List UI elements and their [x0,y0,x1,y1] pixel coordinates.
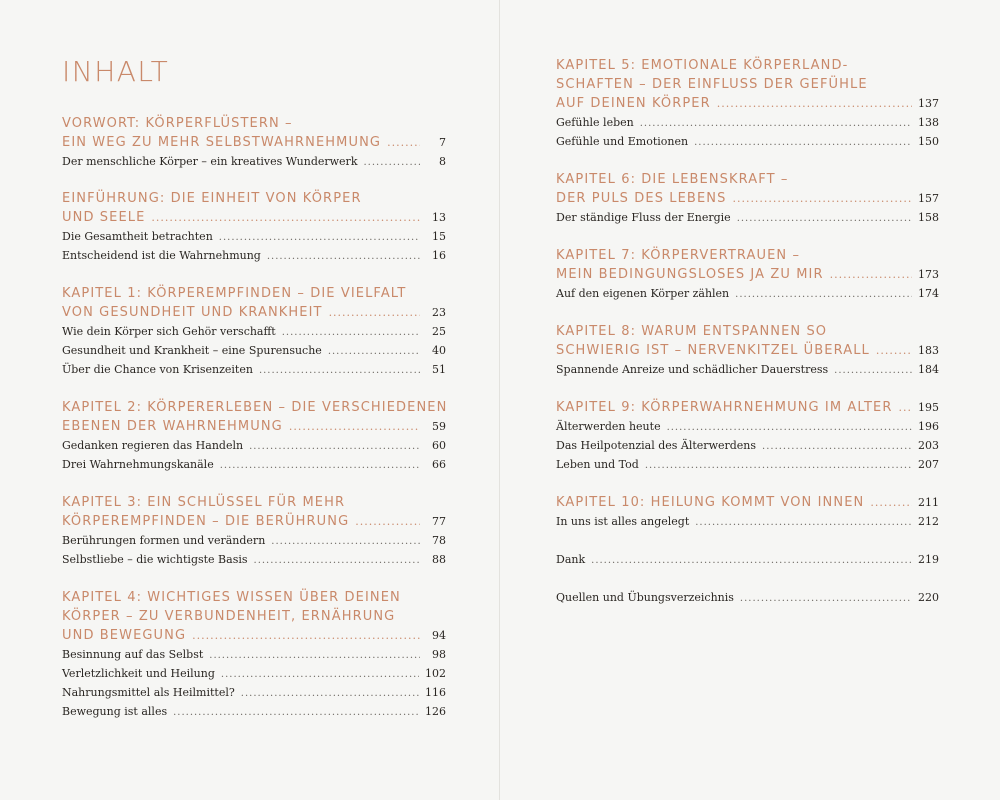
entry-page: 196 [918,420,939,433]
leader-dots [830,265,912,284]
leader-dots [220,456,420,475]
chapter-page: 195 [918,401,939,414]
toc-chapter-1[interactable] [62,284,446,379]
chapter-page: 211 [918,496,939,509]
toc-chapter-8[interactable] [556,322,939,379]
leader-dots [173,703,419,722]
entry-page: 138 [918,116,939,129]
toc-entry[interactable] [556,113,939,132]
chapter-title-line: KÖRPER – ZU VERBUNDENHEIT, ERNÄHRUNG [62,609,396,624]
leader-dots [640,114,912,133]
chapter-title-text: EIN WEG ZU MEHR SELBSTWAHRNEHMUNG [62,135,382,150]
chapter-title-text: DER PULS DES LEBENS [556,191,727,206]
leader-dots [249,437,420,456]
toc-entry[interactable] [556,588,939,607]
entry-page: 219 [918,553,939,566]
leader-dots [695,513,912,532]
leader-dots [192,626,420,645]
chapter-title-line: KAPITEL 7: KÖRPERVERTRAUEN – [556,248,801,263]
chapter-title-text: KAPITEL 9: KÖRPERWAHRNEHMUNG IM ALTER [556,400,893,415]
chapter-title-line: KAPITEL 5: EMOTIONALE KÖRPERLAND- [556,58,849,73]
chapter-title-line [62,512,446,531]
leader-dots [355,512,420,531]
toc-entry[interactable] [556,284,939,303]
entry-title: Berührungen formen und verändern [62,534,266,547]
leader-dots [732,189,912,208]
toc-entry[interactable] [556,417,939,436]
chapter-page: 173 [918,268,939,281]
toc-entry-quellen[interactable] [556,588,939,607]
chapter-title-line: EINFÜHRUNG: DIE EINHEIT VON KÖRPER [62,191,362,206]
entry-title: Gefühle leben [556,116,634,129]
entry-title: Gedanken regieren das Handeln [62,439,244,452]
chapter-page: 183 [918,344,939,357]
entry-title: Das Heilpotenzial des Älterwerdens [556,439,757,452]
leader-dots [254,551,420,570]
chapter-page: 23 [432,306,446,319]
entry-title: Gesundheit und Krankheit – eine Spurensuche [62,344,322,357]
chapter-title-line [62,626,446,645]
chapter-title-text: SCHWIERIG IST – NERVENKITZEL ÜBERALL [556,343,870,358]
entry-title: Wie dein Körper sich Gehör verschafft [62,325,276,338]
entry-page: 174 [918,287,939,300]
toc-entry[interactable] [62,455,446,474]
entry-title: Spannende Anreize und schädlicher Dauerstress [556,363,829,376]
entry-title: Selbstliebe – die wichtigste Basis [62,553,248,566]
chapter-title-line: KAPITEL 4: WICHTIGES WISSEN ÜBER DEINEN [62,590,401,605]
entry-page: 78 [432,534,446,547]
entry-page: 40 [432,344,446,357]
entry-title: Der ständige Fluss der Energie [556,211,731,224]
toc-chapter-9[interactable] [556,398,939,474]
toc-title: INHALT [62,55,170,88]
toc-entry[interactable] [556,208,939,227]
toc-entry[interactable] [62,246,446,265]
toc-entry[interactable] [62,322,446,341]
entry-title: Dank [556,553,586,566]
entry-title: Nahrungsmittel als Heilmittel? [62,686,235,699]
toc-chapter-2[interactable] [62,398,446,474]
toc-chapter-3[interactable] [62,493,446,569]
entry-title: Älterwerden heute [556,420,661,433]
chapter-title-line: SCHAFTEN – DER EINFLUSS DER GEFÜHLE [556,77,868,92]
chapter-title-line: KAPITEL 8: WARUM ENTSPANNEN SO [556,324,828,339]
toc-entry[interactable] [556,550,939,569]
toc-chapter-5[interactable] [556,56,939,151]
chapter-title-text: VON GESUNDHEIT UND KRANKHEIT [62,305,323,320]
leader-dots [735,285,912,304]
entry-title: Quellen und Übungsverzeichnis [556,591,734,604]
toc-entry[interactable] [556,436,939,455]
entry-title: Drei Wahrnehmungskanäle [62,458,214,471]
entry-page: 220 [918,591,939,604]
toc-entry[interactable] [62,436,446,455]
chapter-title-line [556,398,939,417]
chapter-title-line [62,133,446,152]
chapter-page: 94 [432,629,446,642]
entry-title: Leben und Tod [556,458,639,471]
chapter-title-line [556,265,939,284]
leader-dots [737,209,912,228]
leader-dots [870,493,912,512]
chapter-page: 77 [432,515,446,528]
toc-chapter-vorwort[interactable] [62,114,446,171]
toc-entry[interactable] [62,702,446,721]
chapter-title-text: MEIN BEDINGUNGSLOSES JA ZU MIR [556,267,824,282]
toc-entry[interactable] [62,645,446,664]
chapter-title-line [556,94,939,113]
entry-page: 60 [432,439,446,452]
chapter-title-text: AUF DEINEN KÖRPER [556,96,711,111]
chapter-title-line [62,303,446,322]
entry-page: 51 [432,363,446,376]
entry-page: 98 [432,648,446,661]
chapter-page: 157 [918,192,939,205]
chapter-title-line: VORWORT: KÖRPERFLÜSTERN – [62,116,293,131]
leader-dots [740,589,912,608]
leader-dots [834,361,912,380]
toc-entry[interactable] [556,455,939,474]
leader-dots [645,456,912,475]
toc-entry[interactable] [556,360,939,379]
leader-dots [271,532,420,551]
chapter-title-line [556,341,939,360]
leader-dots [898,398,912,417]
chapter-page: 59 [432,420,446,433]
entry-page: 212 [918,515,939,528]
entry-page: 184 [918,363,939,376]
toc-entry[interactable] [556,512,939,531]
entry-page: 66 [432,458,446,471]
chapter-title-text: KAPITEL 10: HEILUNG KOMMT VON INNEN [556,495,865,510]
chapter-title-line [62,417,446,436]
entry-page: 158 [918,211,939,224]
chapter-title-text: UND BEWEGUNG [62,628,187,643]
toc-chapter-6[interactable] [556,170,939,227]
toc-chapter-7[interactable] [556,246,939,303]
toc-entry[interactable] [62,152,446,171]
page-gutter [499,0,500,800]
entry-title: Die Gesamtheit betrachten [62,230,213,243]
toc-entry[interactable] [62,360,446,379]
entry-title: In uns ist alles angelegt [556,515,690,528]
entry-title: Der menschliche Körper – ein kreatives Wunderwerk [62,155,358,168]
toc-entry[interactable] [62,664,446,683]
toc-entry[interactable] [62,550,446,569]
leader-dots [667,418,912,437]
entry-page: 126 [425,705,446,718]
leader-dots [241,684,419,703]
entry-title: Entscheidend ist die Wahrnehmung [62,249,261,262]
entry-title: Verletzlichkeit und Heilung [62,667,215,680]
leader-dots [328,342,420,361]
leader-dots [717,94,912,113]
toc-chapter-4[interactable] [62,588,446,721]
entry-page: 116 [425,686,446,699]
chapter-title-line [556,493,939,512]
chapter-page: 137 [918,97,939,110]
chapter-title-line [62,208,446,227]
leader-dots [876,341,912,360]
entry-page: 15 [432,230,446,243]
leader-dots [329,303,420,322]
chapter-title-line: KAPITEL 2: KÖRPERERLEBEN – DIE VERSCHIEDENEN [62,400,448,415]
chapter-title-line: KAPITEL 3: EIN SCHLÜSSEL FÜR MEHR [62,495,346,510]
entry-page: 8 [439,155,446,168]
chapter-title-text: UND SEELE [62,210,146,225]
leader-dots [219,228,420,247]
entry-page: 25 [432,325,446,338]
leader-dots [267,247,420,266]
leader-dots [151,208,420,227]
chapter-title-line [556,189,939,208]
leader-dots [221,665,419,684]
chapter-title-text: KÖRPEREMPFINDEN – DIE BERÜHRUNG [62,514,350,529]
leader-dots [364,153,421,172]
entry-page: 207 [918,458,939,471]
entry-page: 16 [432,249,446,262]
leader-dots [762,437,912,456]
entry-title: Über die Chance von Krisenzeiten [62,363,253,376]
leader-dots [259,361,420,380]
toc-entry[interactable] [62,227,446,246]
leader-dots [209,646,420,665]
chapter-page: 13 [432,211,446,224]
toc-chapter-10[interactable] [556,493,939,531]
leader-dots [387,133,420,152]
chapter-title-line: KAPITEL 1: KÖRPEREMPFINDEN – DIE VIELFALT [62,286,407,301]
toc-entry[interactable] [62,531,446,550]
toc-entry[interactable] [62,683,446,702]
toc-chapter-einfuehrung[interactable] [62,189,446,265]
entry-page: 203 [918,439,939,452]
entry-title: Besinnung auf das Selbst [62,648,204,661]
toc-entry[interactable] [62,341,446,360]
leader-dots [282,323,420,342]
entry-page: 88 [432,553,446,566]
entry-title: Gefühle und Emotionen [556,135,689,148]
chapter-page: 7 [439,136,446,149]
entry-page: 150 [918,135,939,148]
leader-dots [591,551,912,570]
entry-page: 102 [425,667,446,680]
entry-title: Bewegung ist alles [62,705,168,718]
chapter-title-line: KAPITEL 6: DIE LEBENSKRAFT – [556,172,789,187]
toc-entry[interactable] [556,132,939,151]
entry-title: Auf den eigenen Körper zählen [556,287,730,300]
leader-dots [289,417,420,436]
chapter-title-text: EBENEN DER WAHRNEHMUNG [62,419,283,434]
leader-dots [694,133,912,152]
toc-entry-dank[interactable] [556,550,939,569]
